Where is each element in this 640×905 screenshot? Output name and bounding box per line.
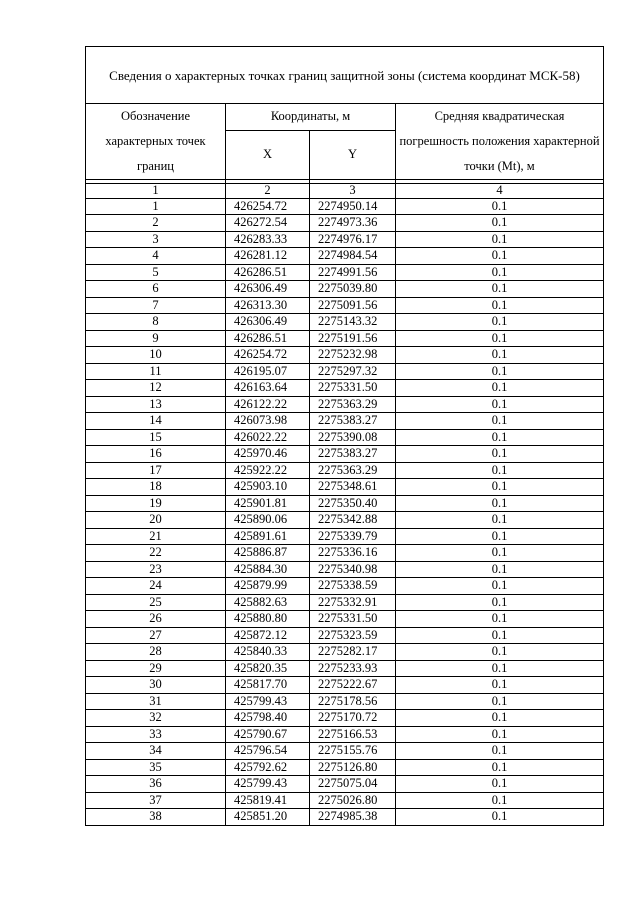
coord-y: 2275166.53 [310, 726, 396, 743]
point-id: 11 [86, 363, 226, 380]
error-value: 0.1 [396, 380, 604, 397]
coord-y: 2274991.56 [310, 264, 396, 281]
column-numbers-row [86, 184, 604, 199]
coord-x: 425792.62 [226, 759, 310, 776]
coord-x: 426022.22 [226, 429, 310, 446]
table-row [86, 198, 604, 215]
coord-y: 2275348.61 [310, 479, 396, 496]
point-id: 5 [86, 264, 226, 281]
coord-x: 425872.12 [226, 627, 310, 644]
point-id: 26 [86, 611, 226, 628]
error-value: 0.1 [396, 264, 604, 281]
point-id: 9 [86, 330, 226, 347]
error-value: 0.1 [396, 297, 604, 314]
table-row [86, 759, 604, 776]
coord-x: 425799.43 [226, 776, 310, 793]
header-y: Y [310, 130, 396, 179]
table-row [86, 495, 604, 512]
error-value: 0.1 [396, 759, 604, 776]
error-value: 0.1 [396, 396, 604, 413]
table-row [86, 380, 604, 397]
coord-x: 426286.51 [226, 330, 310, 347]
point-id: 3 [86, 231, 226, 248]
error-value: 0.1 [396, 231, 604, 248]
coord-x: 425922.22 [226, 462, 310, 479]
point-id: 25 [86, 594, 226, 611]
coord-y: 2275026.80 [310, 792, 396, 809]
coord-y: 2275363.29 [310, 396, 396, 413]
table-row [86, 693, 604, 710]
table-row [86, 281, 604, 298]
point-id: 30 [86, 677, 226, 694]
header-designation: Обозначение характерных точек границ [86, 104, 226, 180]
column-number: 3 [310, 184, 396, 199]
error-value: 0.1 [396, 248, 604, 265]
error-value: 0.1 [396, 594, 604, 611]
error-value: 0.1 [396, 413, 604, 430]
error-value: 0.1 [396, 198, 604, 215]
error-value: 0.1 [396, 743, 604, 760]
point-id: 28 [86, 644, 226, 661]
table-row [86, 314, 604, 331]
coord-y: 2275297.32 [310, 363, 396, 380]
coord-y: 2275340.98 [310, 561, 396, 578]
point-id: 15 [86, 429, 226, 446]
table-row [86, 248, 604, 265]
point-id: 18 [86, 479, 226, 496]
point-id: 17 [86, 462, 226, 479]
coord-x: 425884.30 [226, 561, 310, 578]
coord-y: 2274950.14 [310, 198, 396, 215]
error-value: 0.1 [396, 644, 604, 661]
coord-y: 2274984.54 [310, 248, 396, 265]
error-value: 0.1 [396, 347, 604, 364]
table-row [86, 512, 604, 529]
table-row [86, 396, 604, 413]
column-number: 4 [396, 184, 604, 199]
table-row [86, 561, 604, 578]
coord-x: 425790.67 [226, 726, 310, 743]
point-id: 13 [86, 396, 226, 413]
error-value: 0.1 [396, 726, 604, 743]
coord-y: 2275332.91 [310, 594, 396, 611]
column-number: 1 [86, 184, 226, 199]
column-number: 2 [226, 184, 310, 199]
coord-x: 425817.70 [226, 677, 310, 694]
point-id: 27 [86, 627, 226, 644]
point-id: 34 [86, 743, 226, 760]
coord-x: 426254.72 [226, 347, 310, 364]
error-value: 0.1 [396, 512, 604, 529]
point-id: 32 [86, 710, 226, 727]
point-id: 21 [86, 528, 226, 545]
point-id: 23 [86, 561, 226, 578]
coord-x: 426272.54 [226, 215, 310, 232]
point-id: 33 [86, 726, 226, 743]
coord-y: 2275039.80 [310, 281, 396, 298]
coord-x: 425891.61 [226, 528, 310, 545]
table-row [86, 429, 604, 446]
table-row [86, 231, 604, 248]
coord-x: 426313.30 [226, 297, 310, 314]
header-x: X [226, 130, 310, 179]
coord-y: 2275155.76 [310, 743, 396, 760]
table-row [86, 644, 604, 661]
error-value: 0.1 [396, 462, 604, 479]
coord-y: 2275339.79 [310, 528, 396, 545]
table-row [86, 297, 604, 314]
point-id: 6 [86, 281, 226, 298]
coord-y: 2275170.72 [310, 710, 396, 727]
coord-y: 2275191.56 [310, 330, 396, 347]
coord-y: 2274976.17 [310, 231, 396, 248]
point-id: 38 [86, 809, 226, 826]
coord-x: 426073.98 [226, 413, 310, 430]
point-id: 19 [86, 495, 226, 512]
table-row [86, 578, 604, 595]
point-id: 31 [86, 693, 226, 710]
table-row [86, 413, 604, 430]
error-value: 0.1 [396, 281, 604, 298]
point-id: 29 [86, 660, 226, 677]
coord-x: 426283.33 [226, 231, 310, 248]
coord-y: 2274985.38 [310, 809, 396, 826]
point-id: 20 [86, 512, 226, 529]
coord-y: 2275331.50 [310, 380, 396, 397]
coord-y: 2275232.98 [310, 347, 396, 364]
coord-y: 2275363.29 [310, 462, 396, 479]
point-id: 2 [86, 215, 226, 232]
table-row [86, 479, 604, 496]
table-row [86, 627, 604, 644]
point-id: 12 [86, 380, 226, 397]
table-row [86, 809, 604, 826]
table-row [86, 611, 604, 628]
coord-x: 425890.06 [226, 512, 310, 529]
point-id: 24 [86, 578, 226, 595]
coord-y: 2275390.08 [310, 429, 396, 446]
coord-y: 2275126.80 [310, 759, 396, 776]
coord-y: 2275282.17 [310, 644, 396, 661]
coord-x: 425901.81 [226, 495, 310, 512]
error-value: 0.1 [396, 429, 604, 446]
error-value: 0.1 [396, 363, 604, 380]
coord-x: 426163.64 [226, 380, 310, 397]
error-value: 0.1 [396, 495, 604, 512]
coord-x: 425851.20 [226, 809, 310, 826]
coord-y: 2275143.32 [310, 314, 396, 331]
coord-x: 426286.51 [226, 264, 310, 281]
error-value: 0.1 [396, 611, 604, 628]
coord-y: 2275342.88 [310, 512, 396, 529]
point-id: 4 [86, 248, 226, 265]
coord-x: 426306.49 [226, 314, 310, 331]
coord-y: 2275350.40 [310, 495, 396, 512]
error-value: 0.1 [396, 809, 604, 826]
error-value: 0.1 [396, 578, 604, 595]
point-id: 36 [86, 776, 226, 793]
table-row [86, 545, 604, 562]
coord-x: 425840.33 [226, 644, 310, 661]
coord-x: 425903.10 [226, 479, 310, 496]
table-row [86, 792, 604, 809]
coord-x: 426306.49 [226, 281, 310, 298]
coord-x: 425886.87 [226, 545, 310, 562]
error-value: 0.1 [396, 677, 604, 694]
coord-x: 426281.12 [226, 248, 310, 265]
coord-y: 2275075.04 [310, 776, 396, 793]
table-row [86, 347, 604, 364]
point-id: 1 [86, 198, 226, 215]
coord-y: 2275091.56 [310, 297, 396, 314]
point-id: 35 [86, 759, 226, 776]
coord-x: 425799.43 [226, 693, 310, 710]
error-value: 0.1 [396, 693, 604, 710]
coord-x: 425819.41 [226, 792, 310, 809]
coord-y: 2275338.59 [310, 578, 396, 595]
header-row [86, 104, 604, 131]
coord-x: 425970.46 [226, 446, 310, 463]
table-row [86, 726, 604, 743]
error-value: 0.1 [396, 215, 604, 232]
coord-x: 425882.63 [226, 594, 310, 611]
error-value: 0.1 [396, 660, 604, 677]
table-row [86, 743, 604, 760]
error-value: 0.1 [396, 710, 604, 727]
point-id: 16 [86, 446, 226, 463]
table-row [86, 462, 604, 479]
point-id: 10 [86, 347, 226, 364]
coord-y: 2275383.27 [310, 446, 396, 463]
table-row [86, 660, 604, 677]
table-row [86, 677, 604, 694]
error-value: 0.1 [396, 545, 604, 562]
header-coordinates: Координаты, м [226, 104, 396, 131]
table-row [86, 330, 604, 347]
point-id: 7 [86, 297, 226, 314]
table-row [86, 710, 604, 727]
coord-y: 2275323.59 [310, 627, 396, 644]
error-value: 0.1 [396, 528, 604, 545]
coord-x: 426254.72 [226, 198, 310, 215]
title-row [86, 47, 604, 104]
error-value: 0.1 [396, 627, 604, 644]
coord-x: 425796.54 [226, 743, 310, 760]
coord-y: 2274973.36 [310, 215, 396, 232]
coord-y: 2275336.16 [310, 545, 396, 562]
error-value: 0.1 [396, 479, 604, 496]
error-value: 0.1 [396, 314, 604, 331]
coord-x: 425879.99 [226, 578, 310, 595]
table-row [86, 215, 604, 232]
error-value: 0.1 [396, 330, 604, 347]
coord-x: 426195.07 [226, 363, 310, 380]
table-row [86, 363, 604, 380]
coord-x: 425820.35 [226, 660, 310, 677]
point-id: 14 [86, 413, 226, 430]
header-error: Средняя квадратическая погрешность положения характерной точки (Mt), м [396, 104, 604, 180]
table-row [86, 446, 604, 463]
coord-x: 426122.22 [226, 396, 310, 413]
coord-y: 2275233.93 [310, 660, 396, 677]
coord-y: 2275222.67 [310, 677, 396, 694]
error-value: 0.1 [396, 776, 604, 793]
coord-x: 425880.80 [226, 611, 310, 628]
coord-y: 2275383.27 [310, 413, 396, 430]
table-row [86, 528, 604, 545]
point-id: 8 [86, 314, 226, 331]
error-value: 0.1 [396, 446, 604, 463]
table-row [86, 776, 604, 793]
error-value: 0.1 [396, 561, 604, 578]
coordinates-table [85, 46, 604, 826]
point-id: 37 [86, 792, 226, 809]
error-value: 0.1 [396, 792, 604, 809]
table-title: Сведения о характерных точках границ защитной зоны (система координат МСК-58) [86, 47, 604, 104]
table-row [86, 594, 604, 611]
point-id: 22 [86, 545, 226, 562]
coord-y: 2275178.56 [310, 693, 396, 710]
table-row [86, 264, 604, 281]
coord-y: 2275331.50 [310, 611, 396, 628]
coord-x: 425798.40 [226, 710, 310, 727]
